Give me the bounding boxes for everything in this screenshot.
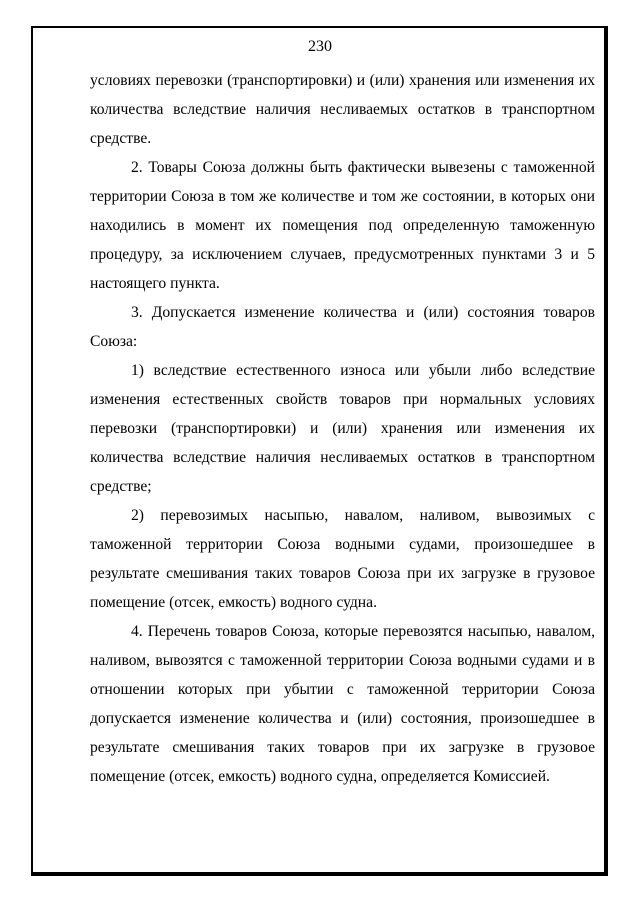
paragraph-subitem-1: 1) вследствие естественного износа или убыли либо вследствие изменения естественных свойств товаров при нормальных условиях перевозки (транспортировки) и (или) хранения или изменения их количества вследствие наличия несливаемых остатков в транспортном средстве; bbox=[90, 362, 595, 495]
document-body bbox=[90, 66, 595, 791]
paragraph-subitem-2: 2) перевозимых насыпью, навалом, наливом, вывозимых с таможенной территории Союза водными судами, произошедшее в результате смешивания таких товаров Союза при их загрузке в грузовое помещение (отсек, емкость) водного судна. bbox=[90, 507, 595, 611]
paragraph-item-2: 2. Товары Союза должны быть фактически вывезены с таможенной территории Союза в том же количестве и том же состоянии, в которых они находились в момент их помещения под определенную таможенную процедуру, за исключением случаев, предусмотренных пунктами 3 и 5 настоящего пункта. bbox=[90, 159, 595, 292]
paragraph-item-3: 3. Допускается изменение количества и (или) состояния товаров Союза: bbox=[90, 304, 595, 350]
paragraph-continuation: условиях перевозки (транспортировки) и (или) хранения или изменения их количества вследствие наличия несливаемых остатков в транспортном средстве. bbox=[90, 72, 595, 147]
paragraph-item-4: 4. Перечень товаров Союза, которые перевозятся насыпью, навалом, наливом, вывозятся с таможенной территории Союза водными судами и в отношении которых при убытии с таможенной территории Союза допускается изменение количества и (или) состояния, произошедшее в результате смешивания таких товаров при их загрузке в грузовое помещение (отсек, емкость) водного судна, определяется Комиссией. bbox=[90, 623, 595, 785]
page-number: 230 bbox=[308, 38, 332, 55]
